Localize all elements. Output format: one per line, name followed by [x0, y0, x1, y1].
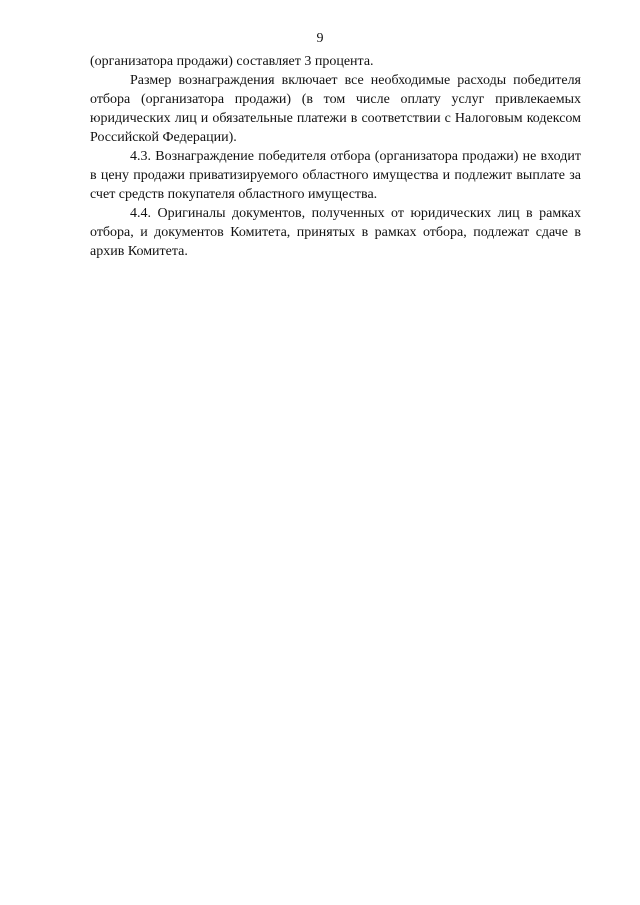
- document-body: [90, 52, 581, 261]
- paragraph-continuation: (организатора продажи) составляет 3 процента.: [90, 54, 374, 69]
- paragraph-clause-4-3: 4.3. Вознаграждение победителя отбора (организатора продажи) не входит в цену продажи приватизируемого областного имущества и подлежит выплате за счет средств покупателя областного имущества.: [90, 149, 581, 202]
- page-number: 9: [316, 31, 324, 46]
- paragraph-clause-4-4: 4.4. Оригиналы документов, полученных от юридических лиц в рамках отбора, и документов Комитета, принятых в рамках отбора, подлежат сдаче в архив Комитета.: [90, 206, 581, 259]
- paragraph-reward-expenses: Размер вознаграждения включает все необходимые расходы победителя отбора (организатора продажи) (в том числе оплату услуг привлекаемых юридических лиц и обязательные платежи в соответствии с Налоговым кодексом Российской Федерации).: [90, 73, 581, 145]
